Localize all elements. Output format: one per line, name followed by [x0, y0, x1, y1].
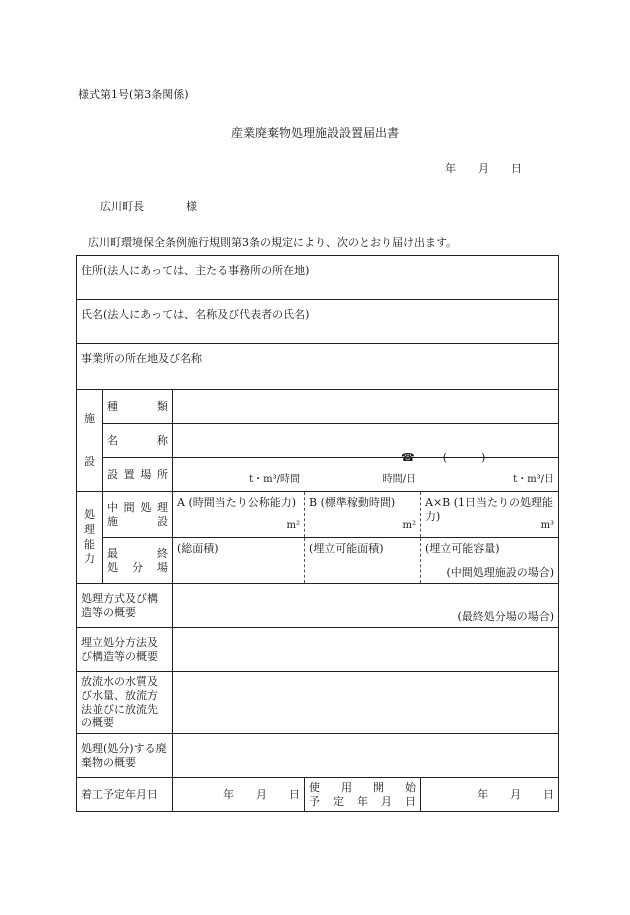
- start-date-field[interactable]: [173, 778, 305, 812]
- address-field[interactable]: [77, 256, 559, 300]
- discharge-label-text: 放流水の水質及び水量、放流方法並びに放流先の概要: [81, 675, 158, 730]
- use-start-date-label: [305, 778, 421, 812]
- fill-area-unit: m²: [402, 519, 416, 531]
- phone-icon: ☎: [401, 451, 415, 465]
- date-month: 月: [478, 162, 489, 175]
- facility-name-label: 名 称: [103, 424, 173, 458]
- addressee-name: 広川町長: [100, 200, 144, 213]
- method-label-text: 処理方式及び構造等の概要: [81, 591, 158, 619]
- phone-number: [401, 451, 485, 465]
- total-area-field[interactable]: [173, 519, 305, 584]
- landfill-note: (最終処分場の場合): [457, 610, 555, 624]
- facility-location-row: [77, 458, 559, 492]
- capacity-b-unit: 時間/日: [382, 473, 416, 485]
- name-label: 氏名(法人にあっては、名称及び代表者の氏名): [81, 308, 310, 321]
- landfill-label-text: 埋立処分方法及び構造等の概要: [81, 635, 158, 663]
- use-label-1: 使 用 開 始: [309, 780, 416, 794]
- final-label-2: 処 分 場: [107, 560, 168, 574]
- start-day: 日: [289, 787, 300, 801]
- office-row: [77, 344, 559, 390]
- honorific: 様: [186, 200, 197, 213]
- start-year: 年: [223, 787, 234, 801]
- capacity-char-2: 理: [84, 522, 95, 536]
- use-start-date-field[interactable]: [421, 778, 559, 812]
- name-row: [77, 300, 559, 344]
- intermediate-capacity-row: [77, 492, 559, 538]
- capacity-a-unit: t・m³/時間: [249, 473, 300, 485]
- discharge-label: [77, 672, 173, 734]
- waste-label-text: 処理(処分)する廃棄物の概要: [81, 741, 167, 769]
- schedule-row: [77, 778, 559, 812]
- capacity-ab-unit: t・m³/日: [513, 473, 555, 485]
- landfill-row: [77, 628, 559, 672]
- intro-text: 広川町環境保全条例施行規則第3条の規定により、次のとおり届け出ます。: [88, 236, 458, 249]
- start-date-label: 着工予定年月日: [77, 778, 173, 812]
- facility-type-label: 種 類: [103, 390, 173, 424]
- final-disposal-label: [103, 538, 173, 584]
- waste-row: [77, 734, 559, 778]
- office-label: 事業所の所在地及び名称: [81, 352, 202, 365]
- facility-char-1: 施: [84, 411, 95, 425]
- fill-volume-unit: m³: [540, 519, 555, 531]
- notification-form-table: [76, 255, 559, 812]
- capacity-a-field[interactable]: [173, 473, 305, 538]
- phone-paren-close: ): [481, 451, 486, 465]
- use-year: 年: [477, 787, 489, 801]
- capacity-char-3: 能: [84, 537, 95, 551]
- facility-type-field[interactable]: [173, 390, 559, 424]
- document-title: 産業廃棄物処理施設設置届出書: [230, 126, 399, 140]
- capacity-ab-label: A×B (1日当たりの処理能力): [425, 496, 554, 523]
- capacity-b-label: B (標準稼動時間): [309, 496, 396, 509]
- date-day: 日: [511, 162, 522, 175]
- discharge-row: [77, 672, 559, 734]
- intermediate-label-2: 施 設: [107, 514, 168, 528]
- capacity-a-label: A (時間当たり公称能力): [177, 496, 297, 509]
- capacity-group-label: [77, 492, 103, 584]
- intermediate-label-1: 中間処理: [107, 500, 168, 514]
- phone-paren-open: (: [442, 451, 447, 465]
- facility-location-label: 設置場所: [103, 458, 173, 492]
- method-label: [77, 584, 173, 628]
- landfill-field[interactable]: [173, 610, 559, 672]
- capacity-char-1: 処: [84, 507, 95, 521]
- fill-area-label: (埋立可能面積): [309, 542, 384, 555]
- waste-label: [77, 734, 173, 778]
- method-note: (中間処理施設の場合): [446, 566, 555, 580]
- date-year: 年: [445, 162, 456, 175]
- discharge-field[interactable]: [173, 672, 559, 734]
- final-label-1: 最 終: [107, 546, 168, 560]
- capacity-ab-field[interactable]: [421, 473, 559, 538]
- office-field[interactable]: [77, 344, 559, 390]
- fill-area-field[interactable]: [305, 519, 421, 584]
- fill-volume-label: (埋立可能容量): [425, 542, 500, 555]
- facility-char-2: 設: [84, 454, 95, 468]
- use-month: 月: [510, 787, 522, 801]
- submission-date: [445, 160, 522, 176]
- landfill-label: [77, 628, 173, 672]
- use-label-2: 予 定 年 月 日: [309, 794, 416, 808]
- intermediate-label: [103, 492, 173, 538]
- address-label: 住所(法人にあっては、主たる事務所の所在地): [81, 264, 310, 277]
- facility-location-field[interactable]: [173, 451, 559, 492]
- facility-name-field[interactable]: [173, 424, 559, 458]
- waste-field[interactable]: [173, 734, 559, 778]
- form-number: 様式第1号(第3条関係): [78, 88, 189, 101]
- addressee: [100, 198, 197, 214]
- total-area-label: (総面積): [177, 542, 219, 555]
- use-day: 日: [543, 787, 555, 801]
- address-row: [77, 256, 559, 300]
- name-field[interactable]: [77, 300, 559, 344]
- total-area-unit: m²: [286, 519, 300, 531]
- capacity-char-4: 力: [84, 552, 95, 566]
- facility-name-row: [77, 424, 559, 458]
- facility-type-row: [77, 390, 559, 424]
- facility-group-label: [77, 390, 103, 492]
- start-month: 月: [256, 787, 267, 801]
